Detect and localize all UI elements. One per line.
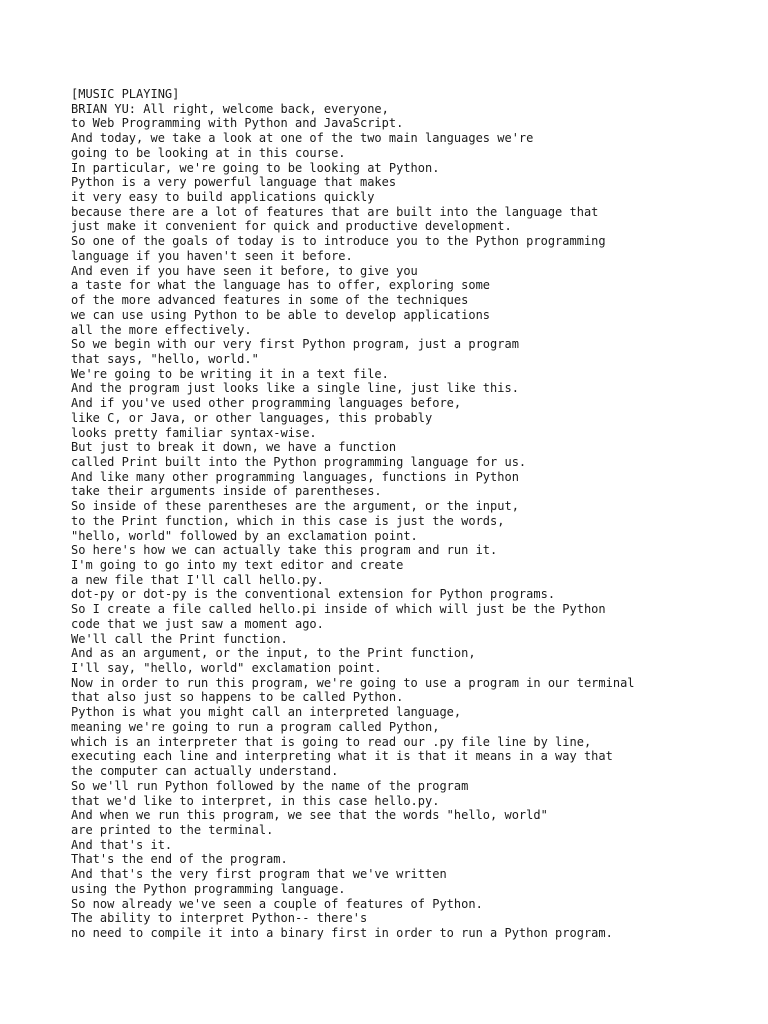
transcript-line: that says, "hello, world."	[71, 351, 259, 366]
transcript-line: a new file that I'll call hello.py.	[71, 572, 324, 587]
transcript-line: We're going to be writing it in a text file.	[71, 366, 389, 381]
transcript-line: So inside of these parentheses are the argument, or the input,	[71, 499, 519, 514]
transcript-line: So here's how we can actually take this program and run it.	[71, 543, 498, 558]
transcript-line: So one of the goals of today is to introduce you to the Python programming	[71, 234, 606, 249]
transcript-line: no need to compile it into a binary first in order to run a Python program.	[71, 925, 613, 940]
transcript-line: I'm going to go into my text editor and create	[71, 558, 404, 572]
transcript-line: And the program just looks like a single line, just like this.	[71, 381, 519, 396]
document-page	[71, 87, 751, 941]
transcript-line: that we'd like to interpret, in this case hello.py.	[71, 793, 440, 808]
transcript-line: like C, or Java, or other languages, this probably	[71, 410, 433, 425]
transcript-line: to Web Programming with Python and JavaScript.	[71, 116, 404, 131]
transcript-line: code that we just saw a moment ago.	[71, 616, 324, 631]
transcript-line: We'll call the Print function.	[71, 631, 288, 646]
transcript-line: a taste for what the language has to offer, exploring some	[71, 278, 491, 293]
transcript-line: just make it convenient for quick and productive development.	[71, 219, 512, 234]
transcript-line: And that's it.	[71, 837, 173, 852]
transcript-line: So I create a file called hello.pi inside of which will just be the Python	[71, 602, 606, 617]
transcript-line: the computer can actually understand.	[71, 764, 339, 779]
transcript-line: I'll say, "hello, world" exclamation point.	[71, 661, 382, 676]
transcript-line: And when we run this program, we see that the words "hello, world"	[71, 808, 548, 823]
transcript-line: which is an interpreter that is going to read our .py file line by line,	[71, 734, 592, 749]
transcript-line: that also just so happens to be called Python.	[71, 690, 404, 705]
transcript-line: called Print built into the Python programming language for us.	[71, 454, 527, 469]
transcript-line: So now already we've seen a couple of features of Python.	[71, 896, 483, 911]
transcript-line: we can use using Python to be able to develop applications	[71, 307, 491, 322]
transcript-line: going to be looking at in this course.	[71, 145, 346, 160]
transcript-line: So we'll run Python followed by the name of the program	[71, 778, 469, 793]
transcript-line: because there are a lot of features that are built into the language that	[71, 204, 599, 219]
transcript-line: And if you've used other programming languages before,	[71, 396, 462, 411]
transcript-line: And like many other programming languages, functions in Python	[71, 469, 519, 484]
transcript-line: That's the end of the program.	[71, 852, 288, 867]
transcript-line: And even if you have seen it before, to give you	[71, 263, 418, 278]
transcript-line: "hello, world" followed by an exclamation point.	[71, 528, 418, 543]
transcript-line: take their arguments inside of parentheses.	[71, 484, 382, 499]
transcript-line: Python is a very powerful language that makes	[71, 175, 397, 190]
transcript-line: And today, we take a look at one of the two main languages we're	[71, 131, 534, 146]
transcript-line: all the more effectively.	[71, 322, 252, 337]
transcript-line: Python is what you might call an interpreted language,	[71, 705, 462, 720]
transcript-line: are printed to the terminal.	[71, 822, 274, 837]
transcript-line: In particular, we're going to be looking at Python.	[71, 160, 440, 175]
transcript-line: [MUSIC PLAYING]	[71, 87, 180, 101]
transcript-line: it very easy to build applications quickly	[71, 190, 375, 205]
transcript-line: meaning we're going to run a program called Python,	[71, 719, 440, 734]
transcript-line: of the more advanced features in some of the techniques	[71, 293, 469, 308]
transcript-line: to the Print function, which in this case is just the words,	[71, 513, 505, 528]
transcript-line: looks pretty familiar syntax-wise.	[71, 425, 317, 440]
transcript-line: But just to break it down, we have a function	[71, 440, 397, 455]
transcript-line: using the Python programming language.	[71, 881, 346, 896]
transcript-line: BRIAN YU: All right, welcome back, everyone,	[71, 101, 389, 116]
transcript-line: And as an argument, or the input, to the Print function,	[71, 646, 476, 661]
transcript-line: So we begin with our very first Python program, just a program	[71, 337, 519, 352]
transcript-line: And that's the very first program that we've written	[71, 867, 447, 882]
transcript-line: language if you haven't seen it before.	[71, 248, 353, 263]
transcript-line: dot-py or dot-py is the conventional extension for Python programs.	[71, 587, 556, 602]
transcript-line: Now in order to run this program, we're going to use a program in our terminal	[71, 675, 635, 690]
transcript-line: executing each line and interpreting what it is that it means in a way that	[71, 749, 613, 764]
transcript-line: The ability to interpret Python-- there's	[71, 911, 368, 926]
